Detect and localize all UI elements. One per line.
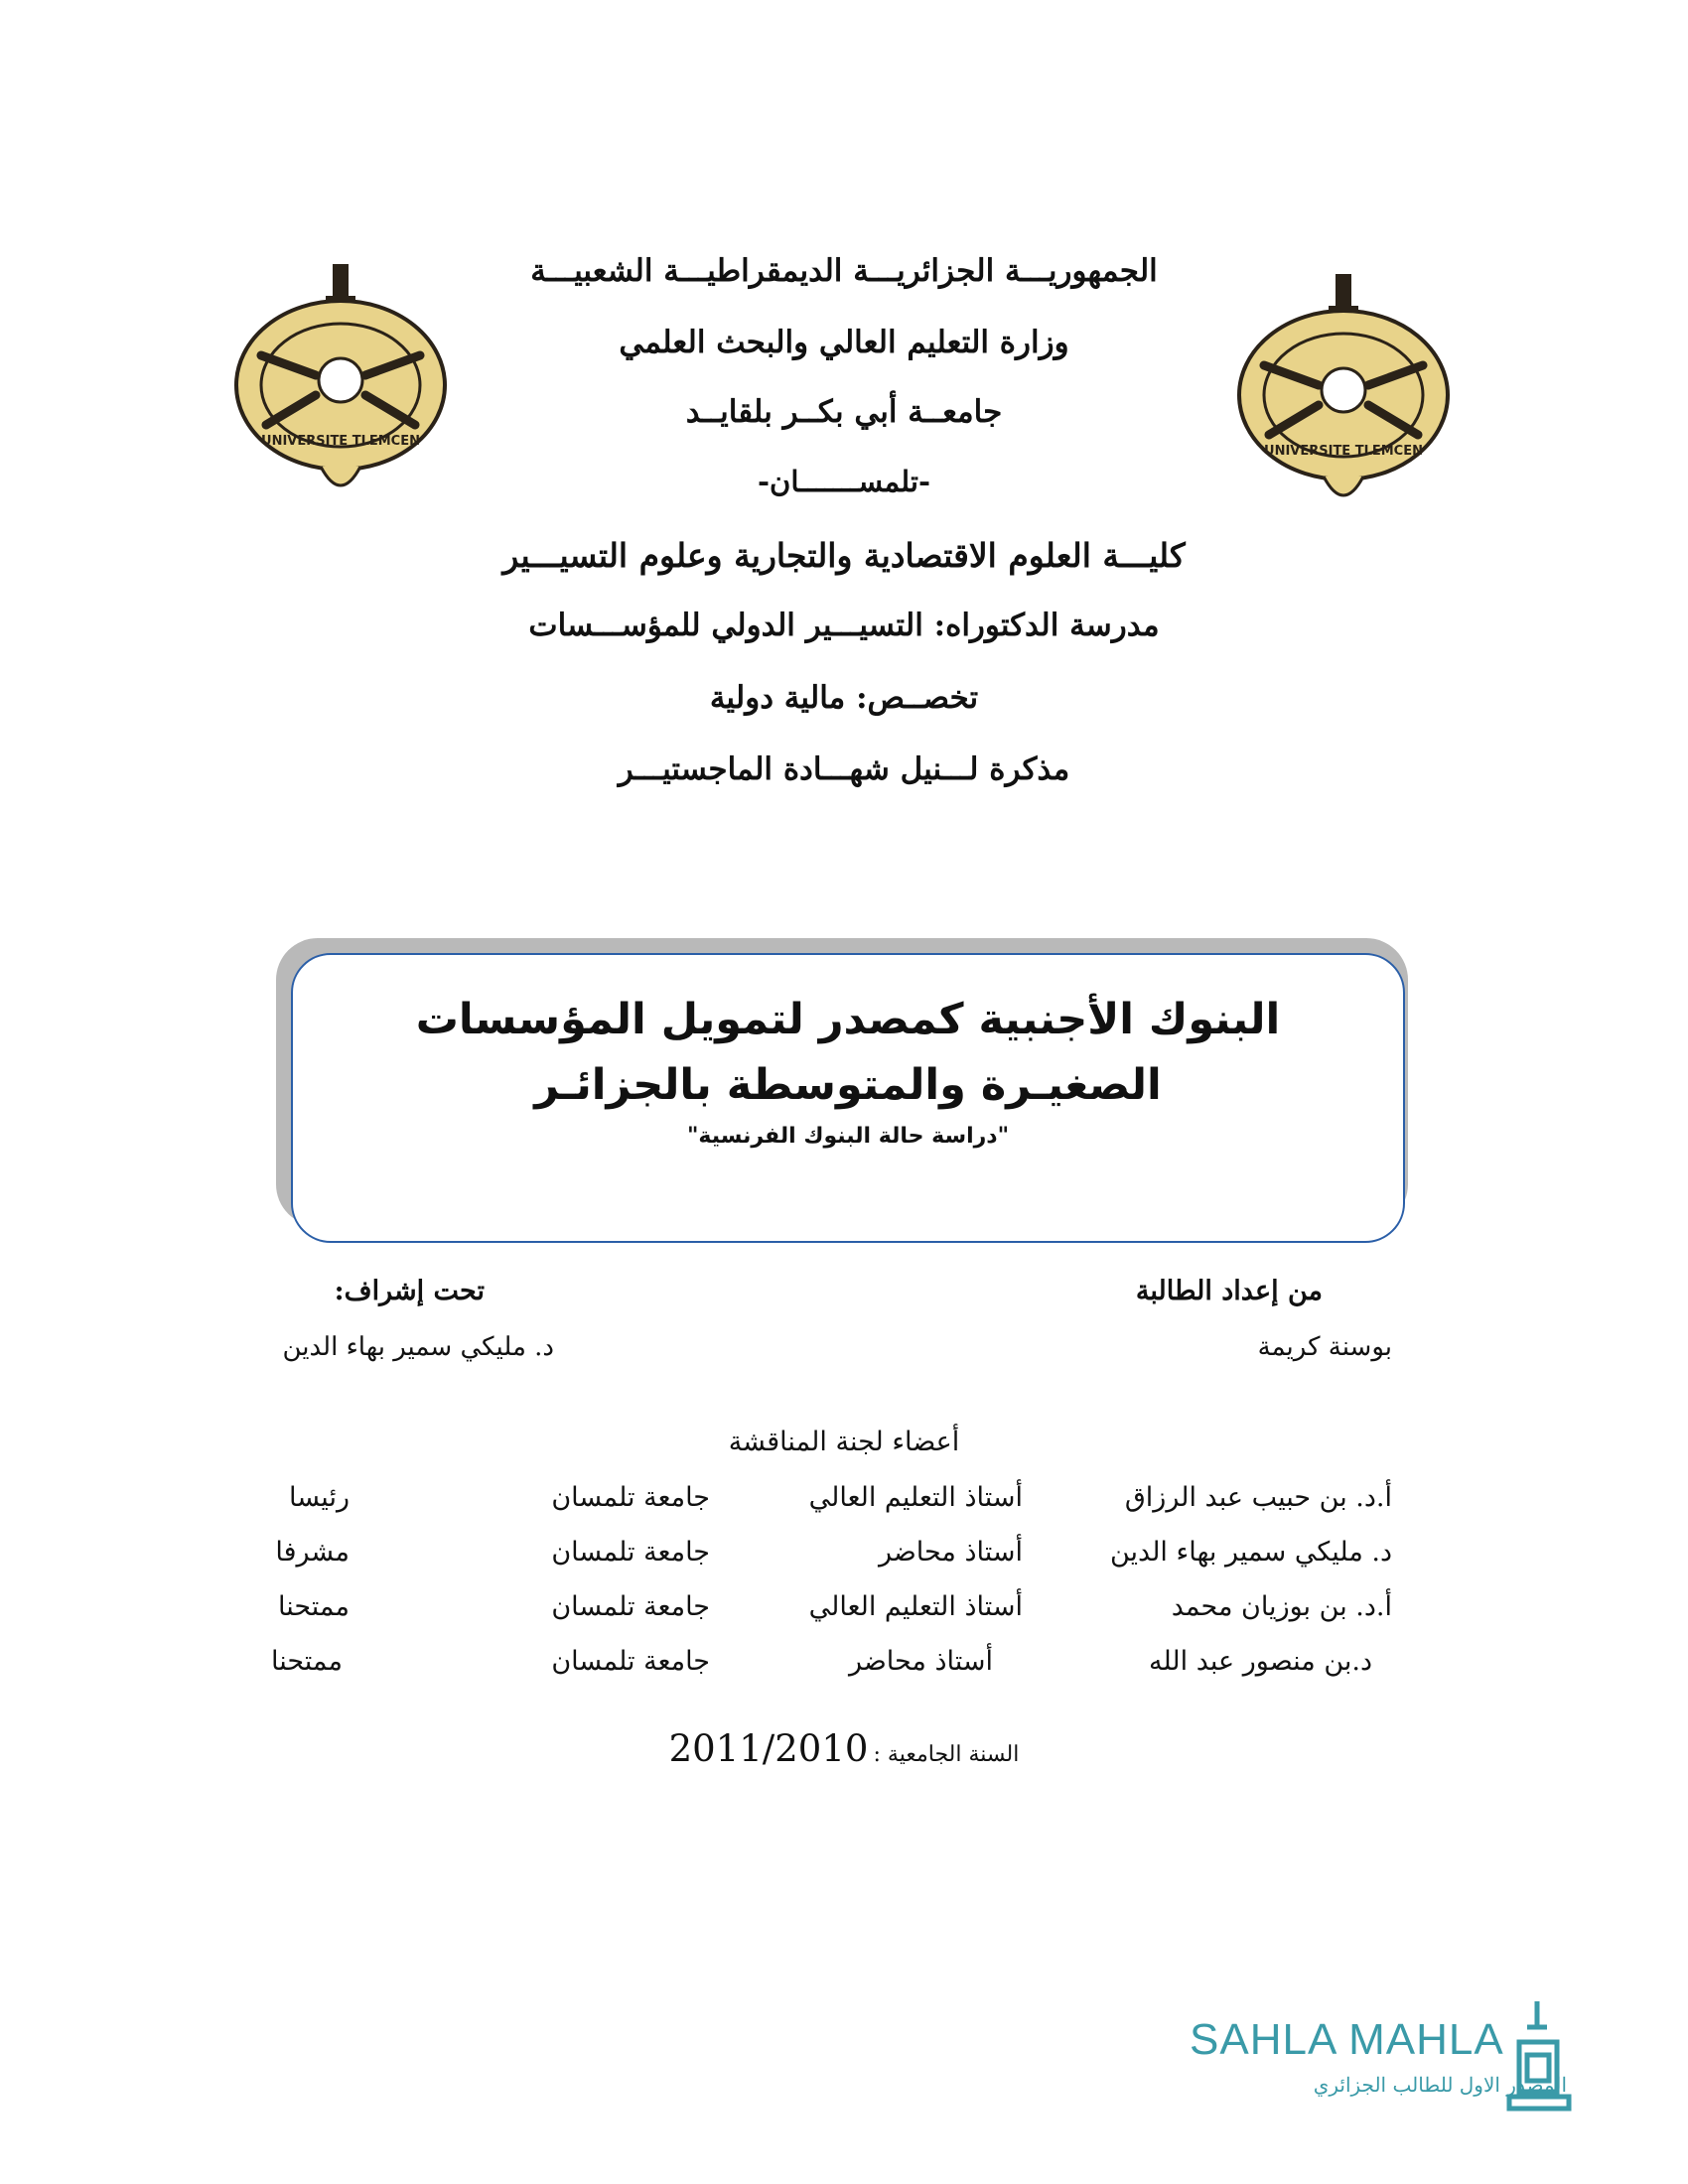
thesis-title-line-1: البنوك الأجنبية كمصدر لتمويل المؤسسات bbox=[415, 995, 1281, 1044]
specialty-heading: تخصــص: مالية دولية bbox=[709, 680, 979, 716]
supervisor-name: د. مليكي سمير بهاء الدين bbox=[282, 1332, 554, 1362]
faculty-heading: كليـــة العلوم الاقتصادية والتجارية وعلوم التسيـــير bbox=[502, 536, 1186, 575]
watermark-calligraphy-icon bbox=[1499, 1997, 1577, 2116]
ministry-heading: وزارة التعليم العالي والبحث العلمي bbox=[619, 325, 1069, 360]
member-name: د.بن منصور عبد الله bbox=[1148, 1646, 1372, 1677]
emblem-left-body bbox=[236, 264, 445, 485]
academic-year-value: 2011/2010 bbox=[668, 1727, 869, 1770]
member-rank: أستاذ التعليم العالي bbox=[808, 1482, 1023, 1513]
prepared-by-label: من إعداد الطالبة bbox=[1135, 1276, 1323, 1306]
republic-heading: الجمهوريـــة الجزائريـــة الديمقراطيـــة الشعبيـــة bbox=[530, 253, 1158, 289]
sahla-mahla-watermark bbox=[1190, 2015, 1577, 2134]
doctoral-school-heading: مدرسة الدكتوراه: التسيـــير الدولي للمؤســـسات bbox=[528, 608, 1160, 643]
city-heading: -تلمســـــــان- bbox=[758, 465, 930, 498]
member-name: د. مليكي سمير بهاء الدين bbox=[1109, 1537, 1392, 1568]
watermark-brand: SAHLA MAHLA bbox=[1190, 2015, 1504, 2064]
thesis-title-line-2: الصغيـرة والمتوسطة بالجزائـر bbox=[534, 1060, 1162, 1110]
member-role: رئيسا bbox=[288, 1482, 350, 1513]
member-rank: أستاذ محاضر bbox=[878, 1537, 1023, 1568]
emblem-right-label: UNIVERSITE TLEMCEN bbox=[1264, 444, 1423, 459]
committee-heading: أعضاء لجنة المناقشة bbox=[728, 1427, 960, 1457]
thesis-subtitle: "دراسة حالة البنوك الفرنسية" bbox=[686, 1124, 1010, 1149]
member-role: ممتحنا bbox=[270, 1646, 343, 1677]
member-rank: أستاذ التعليم العالي bbox=[808, 1591, 1023, 1622]
student-name: بوسنة كريمة bbox=[1257, 1332, 1392, 1362]
university-heading: جامعــة أبي بكــر بلقايــد bbox=[685, 394, 1003, 430]
degree-heading: مذكرة لـــنيل شهـــادة الماجستيـــر bbox=[618, 751, 1070, 787]
member-role: مشرفا bbox=[275, 1537, 350, 1568]
member-role: ممتحنا bbox=[277, 1591, 350, 1622]
thesis-title-box bbox=[291, 953, 1405, 1243]
member-rank: أستاذ محاضر bbox=[848, 1646, 993, 1677]
member-institution: جامعة تلمسان bbox=[551, 1482, 710, 1513]
member-name: أ.د. بن بوزيان محمد bbox=[1171, 1591, 1392, 1622]
academic-year-line bbox=[0, 1727, 1688, 1770]
member-name: أ.د. بن حبيب عبد الرزاق bbox=[1124, 1482, 1392, 1513]
member-institution: جامعة تلمسان bbox=[551, 1537, 710, 1568]
member-institution: جامعة تلمسان bbox=[551, 1591, 710, 1622]
academic-year-label: السنة الجامعية : bbox=[873, 1742, 1020, 1767]
emblem-left-label: UNIVERSITE TLEMCEN bbox=[261, 434, 420, 449]
member-institution: جامعة تلمسان bbox=[551, 1646, 710, 1677]
emblem-right-body bbox=[1239, 274, 1448, 495]
watermark-tagline: المصدر الاول للطالب الجزائري bbox=[1313, 2073, 1567, 2097]
supervisor-label: تحت إشراف: bbox=[334, 1276, 485, 1306]
